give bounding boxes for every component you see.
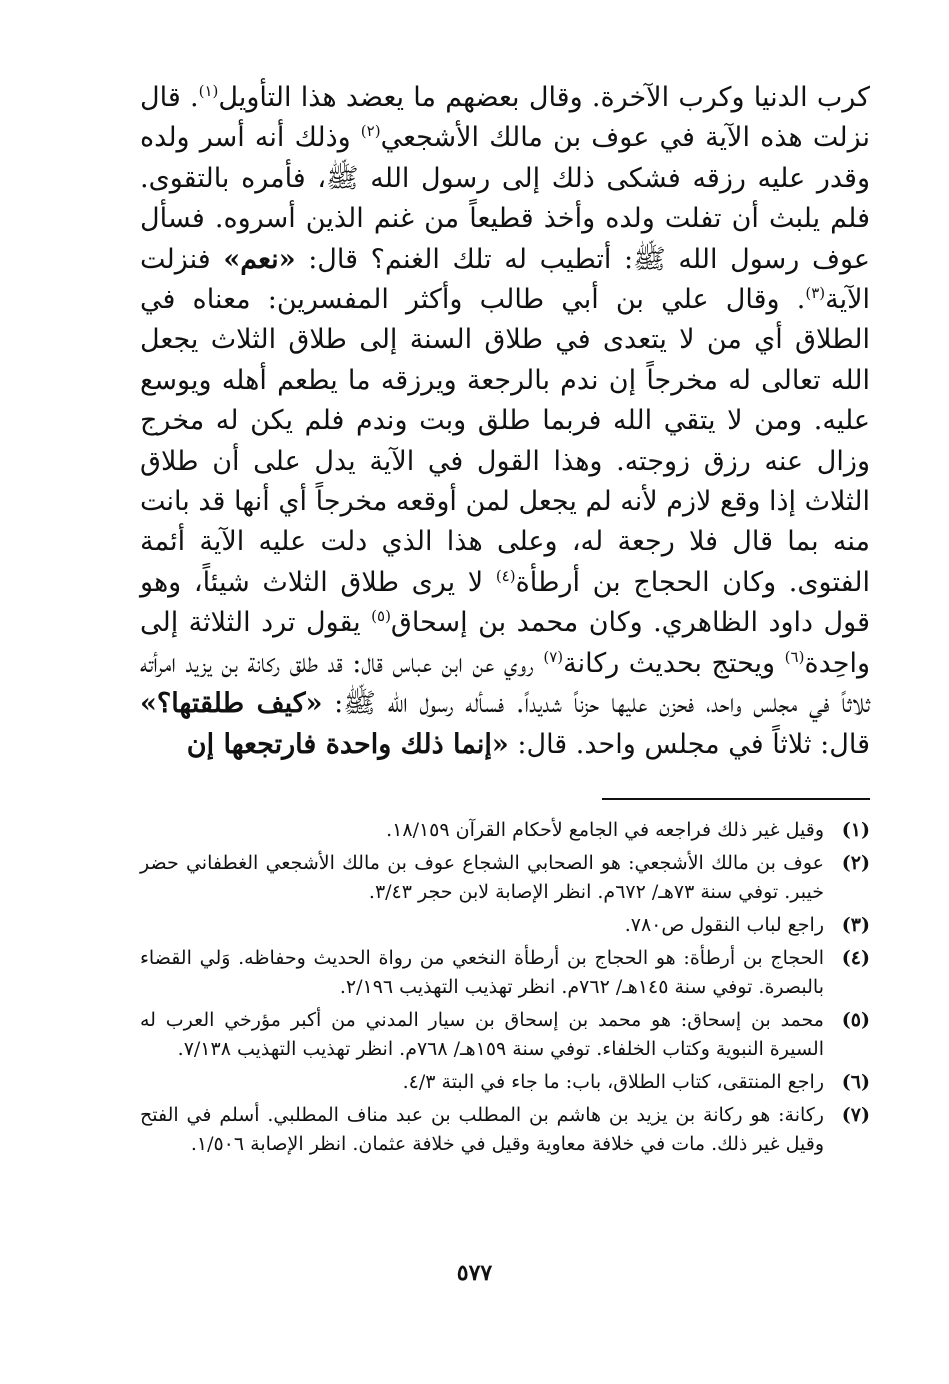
footnote-text: راجع المنتقى، كتاب الطلاق، باب: ما جاء في البتة ٤/٣. — [402, 1070, 824, 1093]
footnote-item — [140, 1006, 870, 1064]
footnote-divider — [602, 798, 870, 800]
text-segment: يقول ترد الثلاثة إلى واحِدة — [140, 607, 870, 679]
text-segment: كرب الدنيا وكرب الآخرة. وقال بعضهم ما يعضد هذا التأويل — [218, 82, 870, 113]
footnote-marker-1[interactable]: (١) — [198, 82, 219, 100]
footnote-text: محمد بن إسحاق: هو محمد بن إسحاق بن سيار المدني من أكبر مؤرخي العرب له السيرة النبوية وكتاب الخلفاء. توفي سنة ١٥٩هـ/ ٧٦٨م. انظر تهذيب التهذيب ٧/١٣٨. — [140, 1008, 824, 1060]
text-segment: . قال نزلت هذه الآية في عوف بن مالك الأشجعي — [140, 82, 870, 154]
footnote-number: (٣) — [841, 913, 870, 936]
footnote-number: (٢) — [841, 851, 870, 874]
footnote-text: عوف بن مالك الأشجعي: هو الصحابي الشجاع عوف بن مالك الأشجعي الغطفاني حضر خيبر. توفي سنة ٧٣هـ/ ٦٧٢م. انظر الإصابة لابن حجر ٣/٤٣. — [140, 851, 824, 903]
footnote-marker-2[interactable]: (٢) — [360, 122, 381, 141]
footnote-text: وقيل غير ذلك فراجعه في الجامع لأحكام القرآن ١٨/١٥٩. — [386, 818, 824, 841]
text-segment: وذلك أنه أسر ولده وقدر عليه رزقه فشكى ذلك إلى رسول الله ﷺ، فأمره بالتقوى. فلم يلبث أن تفلت ولده وأخذ قطيعاً من غنم الذين أسروه. فسأل عوف رسول الله ﷺ: أتطيب له تلك الغنم؟ قال: — [140, 122, 870, 275]
text-segment: فنزلت الآية — [140, 243, 870, 316]
text-segment: روي عن ابن عباس قال: قد طلق ركانة بن يزيد امرأته ثلاثاً في مجلس واحد، فحزن عليها حزناً شديداً. فسأله رسول الله ﷺ: — [140, 647, 870, 720]
footnote-marker-5[interactable]: (٥) — [371, 607, 391, 626]
footnotes — [140, 816, 870, 1159]
text-segment: لا يرى طلاق الثلاث شيئاً، وهو قول داود الظاهري. وكان محمد بن إسحاق — [140, 566, 870, 639]
footnote-marker-6[interactable]: (٦) — [784, 647, 805, 666]
page-content — [140, 78, 870, 1163]
footnote-marker-7[interactable]: (٧) — [543, 647, 564, 666]
footnote-text: راجع لباب النقول ص٧٨٠. — [624, 913, 824, 936]
footnote-item — [140, 911, 870, 940]
text-segment: قال: ثلاثاً في مجلس واحد. قال: — [508, 728, 870, 760]
footnote-marker-3[interactable]: (٣) — [805, 284, 826, 303]
footnote-marker-4[interactable]: (٤) — [495, 566, 516, 585]
footnote-number: (٧) — [841, 1103, 870, 1126]
footnote-item — [140, 849, 870, 907]
page-number: ٥٧٧ — [456, 1260, 493, 1286]
footnote-text: الحجاج بن أرطأة: هو الحجاج بن أرطأة النخعي من رواة الحديث وحفاظه. وَلي القضاء بالبصرة. توفي سنة ١٤٥هـ/ ٧٦٢م. انظر تهذيب التهذيب ٢/١٩٦. — [140, 946, 824, 998]
hadith-quote: «إنما ذلك واحدة فارتجعها إن — [186, 728, 509, 760]
hadith-quote: «كيف طلقتها؟» — [140, 688, 323, 720]
footnote-number: (١) — [841, 818, 870, 841]
main-text — [140, 78, 870, 765]
footnote-item — [140, 944, 870, 1002]
footnote-text: ركانة: هو ركانة بن يزيد بن هاشم بن المطلب بن عبد مناف المطلبي. أسلم في الفتح وقيل غير ذلك. مات في خلافة معاوية وقيل في خلافة عثمان. انظر الإصابة ١/٥٠٦. — [140, 1103, 824, 1155]
text-segment: . وقال علي بن أبي طالب وأكثر المفسرين: معناه في الطلاق أي من لا يتعدى في طلاق السنة إلى طلاق الثلاث يجعل الله تعالى له مخرجاً إن ندم بالرجعة ويرزقه ما يطعم أهله ويوسع عليه. ومن لا يتقي الله فربما طلق وبت وندم فلم يكن له مخرج وزال عنه رزق زوجته. وهذا القول في الآية يدل على أن طلاق الثلاث إذا وقع لازم لأنه لم يجعل لمن أوقعه مخرجاً أي أنها قد بانت منه بما قال فلا رجعة له، وعلى هذا الذي دلت عليه الآية أئمة الفتوى. وكان الحجاج بن أرطأة — [140, 284, 870, 598]
footnote-item — [140, 816, 870, 845]
footnote-number: (٦) — [841, 1070, 870, 1093]
hadith-quote: «نعم» — [223, 243, 296, 275]
footnote-item — [140, 1068, 870, 1097]
footnote-number: (٥) — [841, 1008, 870, 1031]
footnote-item — [140, 1101, 870, 1159]
footnote-number: (٤) — [841, 946, 870, 969]
text-segment: ويحتج بحديث ركانة — [563, 647, 785, 679]
